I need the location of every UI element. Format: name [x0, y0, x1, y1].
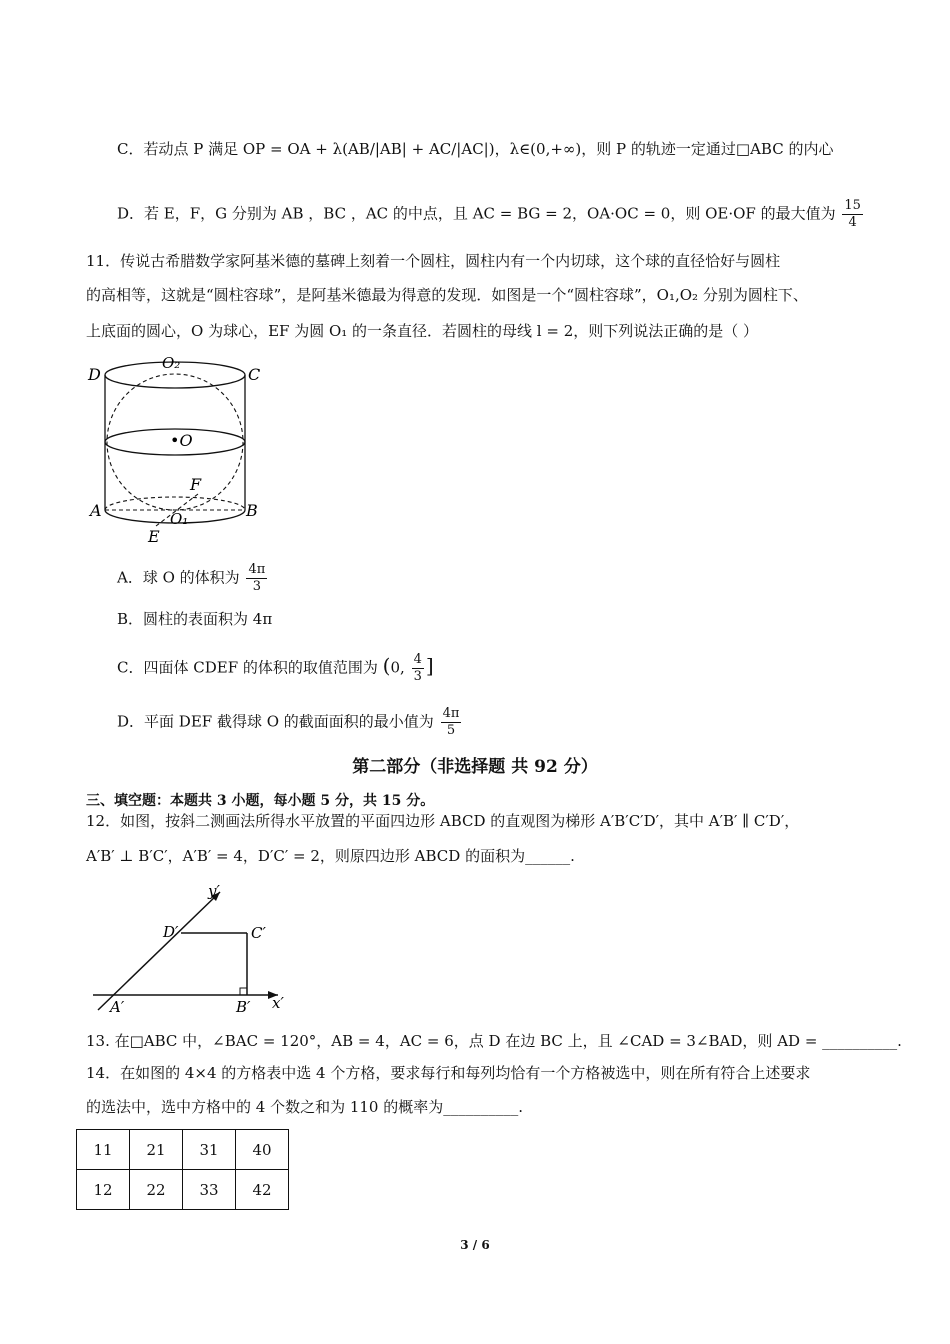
fraction: $\frac{4\pi}{5}$ [442, 706, 460, 738]
number-grid [76, 1129, 289, 1210]
q11-line-2: 的高相等，这就是“圆柱容球”，是阿基米德最为得意的发现．如图是一个“圆柱容球”，O₁,O₂ 分别为圆柱下、 [86, 286, 808, 304]
fraction: $\frac{4\pi}{3}$ [248, 562, 266, 594]
label-A-prime: A′ [110, 998, 125, 1016]
grid-cell: 11 [77, 1130, 130, 1170]
q11-option-c: C．四面体 CDEF 的体积的取值范围为 (0, $\frac{4}{3}$ ] [117, 652, 434, 684]
q12-line-1: 12．如图，按斜二测画法所得水平放置的平面四边形 ABCD 的直观图为梯形 A′B′C′D′，其中 A′B′ ∥ C′D′， [86, 812, 800, 830]
q11-line-1: 11．传说古希腊数学家阿基米德的墓碑上刻着一个圆柱，圆柱内有一个内切球，这个球的直径恰好与圆柱 [86, 252, 781, 270]
label-B: B [246, 501, 258, 520]
label-x: x′ [272, 994, 284, 1012]
label-C: C [248, 365, 261, 384]
trapezoid-figure [88, 880, 288, 1020]
grid-row [77, 1130, 289, 1170]
grid-cell: 22 [130, 1170, 183, 1210]
label-D: D [88, 365, 101, 384]
label-y: y′ [208, 882, 220, 900]
grid-cell: 40 [236, 1130, 289, 1170]
q11-option-a: A．球 O 的体积为 $\frac{4\pi}{3}$ [117, 562, 266, 594]
grid-cell: 12 [77, 1170, 130, 1210]
label-A: A [90, 501, 102, 520]
grid-cell: 31 [183, 1130, 236, 1170]
q11-option-d: D．平面 DEF 截得球 O 的截面面积的最小值为 $\frac{4\pi}{5}$ [117, 706, 460, 738]
label-O1: O₁ [170, 510, 189, 528]
cylinder-sphere-figure [80, 350, 280, 550]
q13: 13. 在□ABC 中，∠BAC = 120°，AB = 4，AC = 6，点 D 在边 BC 上，且 ∠CAD = 3∠BAD，则 AD = __________. [86, 1032, 902, 1050]
section-title: 第二部分（非选择题 共 92 分） [352, 757, 598, 777]
q14-line-2: 的选法中，选中方格中的 4 个数之和为 110 的概率为__________. [86, 1098, 524, 1116]
q11-line-3: 上底面的圆心，O 为球心，EF 为圆 O₁ 的一条直径．若圆柱的母线 l = 2，则下列说法正确的是（ ） [86, 322, 759, 340]
label-O2: O₂ [162, 354, 181, 372]
label-F: F [190, 475, 202, 494]
q10-option-c: C．若动点 P 满足 OP = OA + λ(AB/|AB| + AC/|AC|)，λ∈(0,+∞)，则 P 的轨迹一定通过□ABC 的内心 [117, 140, 834, 158]
grid-row [77, 1170, 289, 1210]
label-B-prime: B′ [236, 998, 251, 1016]
q10-option-d: D．若 E，F，G 分别为 AB ，BC ，AC 的中点，且 AC = BG = 2，OA·OC = 0，则 OE·OF 的最大值为 $\frac{15}{4}$ [117, 198, 861, 230]
fraction: $\frac{15}{4}$ [844, 198, 861, 230]
page-number: 3 / 6 [460, 1238, 490, 1252]
label-O: •O [170, 431, 193, 450]
label-E: E [148, 527, 160, 546]
fraction: $\frac{4}{3}$ [413, 652, 422, 684]
q12-line-2: A′B′ ⊥ B′C′，A′B′ = 4，D′C′ = 2，则原四边形 ABCD 的面积为______. [86, 847, 575, 865]
q11-option-b: B．圆柱的表面积为 4π [117, 610, 273, 628]
grid-cell: 42 [236, 1170, 289, 1210]
grid-cell: 21 [130, 1130, 183, 1170]
q14-line-1: 14．在如图的 4×4 的方格表中选 4 个方格，要求每行和每列均恰有一个方格被选中，则在所有符合上述要求 [86, 1064, 811, 1082]
label-D-prime: D′ [163, 923, 179, 941]
grid-cell: 33 [183, 1170, 236, 1210]
label-C-prime: C′ [251, 924, 266, 942]
fill-in-heading: 三、填空题：本题共 3 小题，每小题 5 分，共 15 分。 [86, 793, 435, 809]
